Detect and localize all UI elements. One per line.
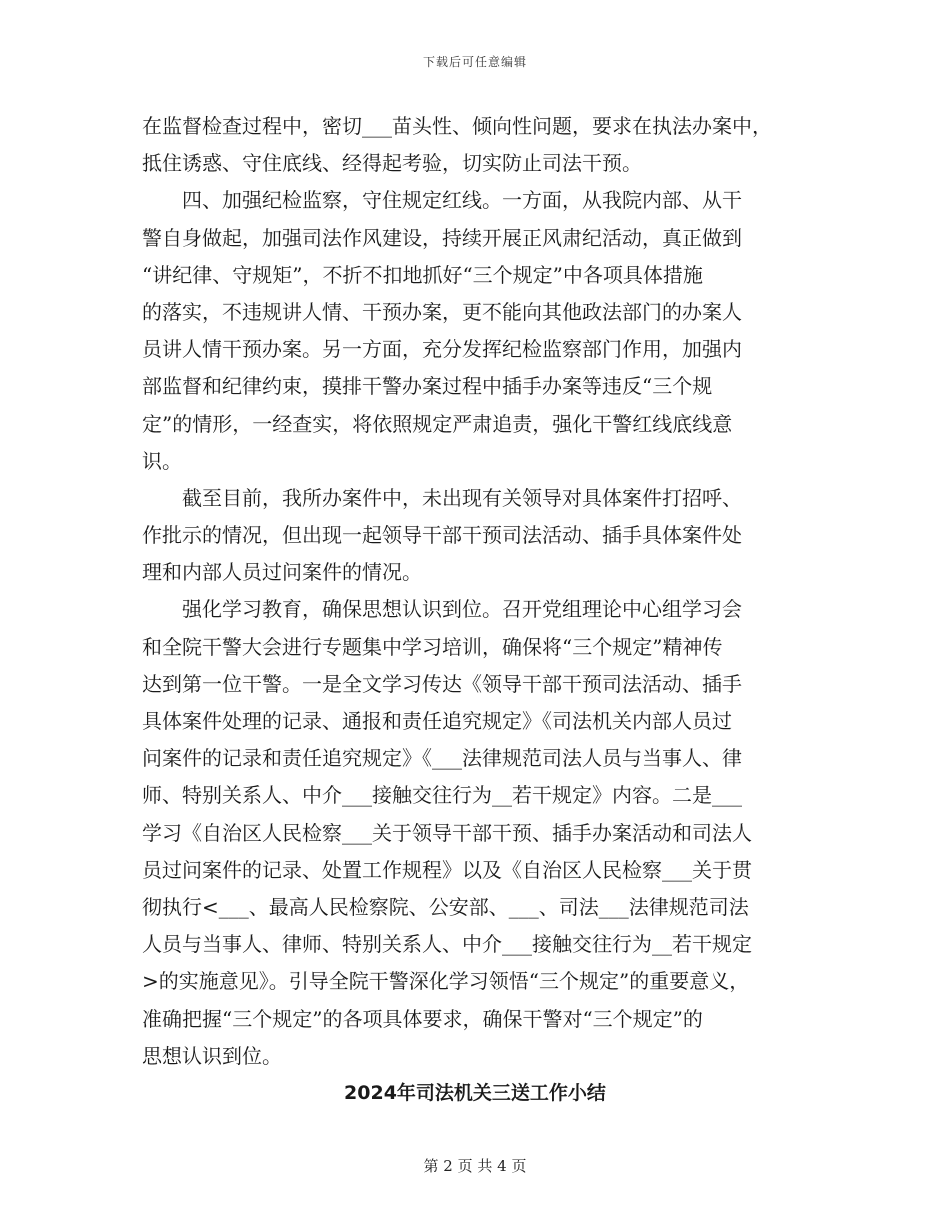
body-line: 四、加强纪检监察，守住规定红线。一方面，从我院内部、从干 [142,188,742,213]
body-line: 学习《自治区人民检察___关于领导干部干预、插手办案活动和司法人 [142,820,752,845]
document-body [142,108,822,1075]
body-line: 思想认识到位。 [142,1043,282,1068]
body-line: 准确把握“三个规定”的各项具体要求，确保干警对“三个规定”的 [142,1006,703,1031]
body-line: 在监督检查过程中，密切___苗头性、倾向性问题，要求在执法办案中， [142,114,772,138]
body-line: “讲纪律、守规矩”，不折不扣地抓好“三个规定”中各项具体措施 [142,262,703,287]
page-header: 下载后可任意编辑 [422,55,527,69]
page-footer: 第 2 页 共 4 页 [423,1157,527,1175]
body-line: 截至目前，我所办案件中，未出现有关领导对具体案件打招呼、 [142,485,742,510]
body-line: 强化学习教育，确保思想认识到位。召开党组理论中心组学习会 [142,597,742,622]
body-line: 师、特别关系人、中介___接触交往行为__若干规定》内容。二是___ [142,783,742,808]
body-line: 员讲人情干预办案。另一方面，充分发挥纪检监察部门作用，加强内 [142,337,742,362]
body-line: 员过问案件的记录、处置工作规程》以及《自治区人民检察___关于贯 [142,857,752,882]
body-line: 人员与当事人、律师、特别关系人、中介___接触交往行为__若干规定 [142,932,752,957]
section-heading: 2024年司法机关三送工作小结 [344,1082,606,1104]
body-line: 抵住诱惑、守住底线、经得起考验，切实防止司法干预。 [142,151,642,176]
body-line: 彻执行<___、最高人民检察院、公安部、___、司法___法律规范司法 [142,894,749,919]
body-line: 警自身做起，加强司法作风建设，持续开展正风肃纪活动，真正做到 [142,225,742,250]
body-line: 定”的情形，一经查实，将依照规定严肃追责，强化干警红线底线意 [142,411,733,436]
body-line: 的落实，不违规讲人情、干预办案，更不能向其他政法部门的办案人 [142,299,742,324]
body-line: 识。 [142,448,182,473]
body-line: 作批示的情况，但出现一起领导干部干预司法活动、插手具体案件处 [142,523,742,548]
body-line: 部监督和纪律约束，摸排干警办案过程中插手办案等违反“三个规 [142,374,713,399]
body-line: >的实施意见》。引导全院干警深化学习领悟“三个规定”的重要意义， [142,969,750,994]
body-line: 和全院干警大会进行专题集中学习培训，确保将“三个规定”精神传 [142,634,723,659]
body-line: 达到第一位干警。一是全文学习传达《领导干部干预司法活动、插手 [142,671,742,696]
body-line: 具体案件处理的记录、通报和责任追究规定》《司法机关内部人员过 [142,709,732,733]
body-line: 问案件的记录和责任追究规定》《___法律规范司法人员与当事人、律 [142,746,742,771]
body-line: 理和内部人员过问案件的情况。 [142,560,422,585]
